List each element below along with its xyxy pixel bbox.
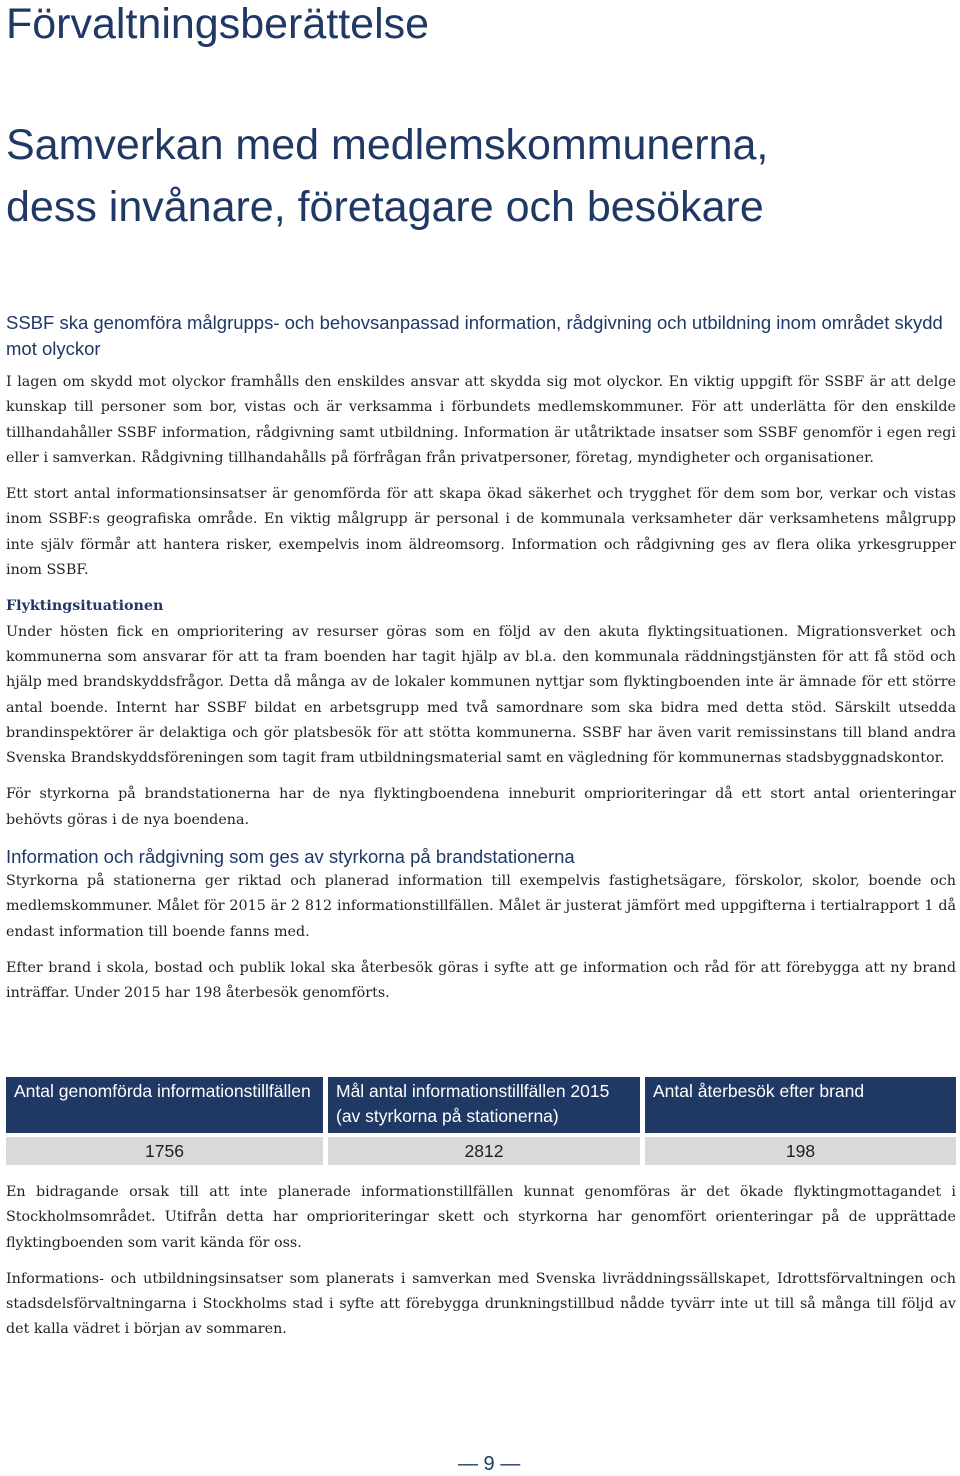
table-cell: 1756 (6, 1133, 323, 1165)
paragraph: I lagen om skydd mot olyckor framhålls den enskildes ansvar att skydda sig mot olyckor. En viktig uppgift för SSBF är att delge kunskap till personer som bor, vistas och är verksamma i förbundets medlemskommuner. För att underlätta för den enskilde tillhandahåller SSBF information, rådgivning samt utbildning. Information är utåtriktade insatser som SSBF genomför i egen regi eller i samverkan. Rådgivning tillhandahålls på förfrågan från privatpersoner, företag, myndigheter och organisationer. (6, 374, 956, 466)
subheading: SSBF ska genomföra målgrupps- och behovsanpassad information, rådgivning och utbildning inom området skydd mot olyckor (6, 312, 943, 359)
paragraph: Styrkorna på stationerna ger riktad och planerad information till exempelvis fastighetsägare, förskolor, skolor, boende och medlemskommuner. Målet för 2015 är 2 812 informationstillfällen. Målet är justerat jämfört med uppgifterna i tertialrapport 1 då endast information till boende fanns med. (6, 873, 956, 940)
table-cell: 2812 (323, 1133, 640, 1165)
paragraph: För styrkorna på brandstationerna har de nya flyktingboendena inneburit omprioriteringar då ett stort antal orienteringar behövts göras i de nya boendena. (6, 786, 956, 828)
table-header-row (6, 1077, 956, 1133)
table-row (6, 1133, 956, 1165)
paragraph: Efter brand i skola, bostad och publik lokal ska återbesök göras i syfte att ge information och råd för att förebygga att ny brand inträffar. Under 2015 har 198 återbesök genomförts. (6, 959, 956, 1002)
table-header-cell: Antal återbesök efter brand (640, 1077, 956, 1133)
table-header-cell: Mål antal informationstillfällen 2015 (av styrkorna på stationerna) (323, 1077, 640, 1133)
statistics-table (6, 1077, 956, 1165)
subheading-stations: Information och rådgivning som ges av styrkorna på brandstationerna (6, 846, 575, 868)
paragraph: Under hösten fick en omprioritering av resurser göras som en följd av den akuta flyktingsituationen. Migrationsverket och kommunerna som ansvarar för att ta fram boenden har tagit hjälp av bl.a. den kommunala räddningstjänsten för att få stöd och hjälp med brandskyddsfrågor. Detta då många av de lokaler kommunen nyttjar som flyktingboenden inte är ämnade för ett större antal boende. Internt har SSBF bildat en arbetsgrupp med två samordnare som ska bidra med detta stöd. Särskilt utsedda brandinspektörer är delaktiga och gör platsbesök för att stötta kommunerna. SSBF har även varit remissinstans till bland andra Svenska Brandskyddsföreningen som tagit fram utbildningsmaterial samt en vägledning för kommunernas stadsbyggnadskontor. (6, 623, 956, 767)
section-title-line-2: dess invånare, företagare och besökare (6, 183, 764, 231)
page-number: — 9 — (458, 1453, 521, 1475)
section-title (6, 114, 956, 238)
section-title-line-1: Samverkan med medlemskommunerna, (6, 121, 769, 169)
paragraph: En bidragande orsak till att inte planerade informationstillfällen kunnat genomföras är det ökade flyktingmottagandet i Stockholmsområdet. Utifrån detta har omprioriteringar skett och styrkorna har genomfört orienteringar på de upprättade flyktingboenden som varit kända för oss. (6, 1184, 956, 1251)
paragraph: Ett stort antal informationsinsatser är genomförda för att skapa ökad säkerhet och trygghet för dem som bor, verkar och vistas inom SSBF:s geografiska område. En viktig målgrupp är personal i de kommunala verksamheter där verksamhetens målgrupp inte själv förmår att hantera risker, exempelvis inom äldreomsorg. Information och rådgivning ges av flera olika yrkesgrupper inom SSBF. (6, 486, 956, 579)
body-text-top (6, 370, 956, 1018)
paragraph: Informations- och utbildningsinsatser som planerats i samverkan med Svenska livräddningssällskapet, Idrottsförvaltningen och stadsdelsförvaltningarna i Stockholms stad i syfte att förebygga drunkningstillbud nådde tyvärr inte ut till så många till följd av det kalla vädret i början av sommaren. (6, 1270, 956, 1338)
body-text-bottom (6, 1180, 956, 1354)
subheading-refugee: Flyktingsituationen (6, 598, 164, 615)
table-cell: 198 (640, 1133, 956, 1165)
page-heading: Förvaltningsberättelse (6, 0, 430, 48)
table-header-cell: Antal genomförda informationstillfällen (6, 1077, 323, 1133)
